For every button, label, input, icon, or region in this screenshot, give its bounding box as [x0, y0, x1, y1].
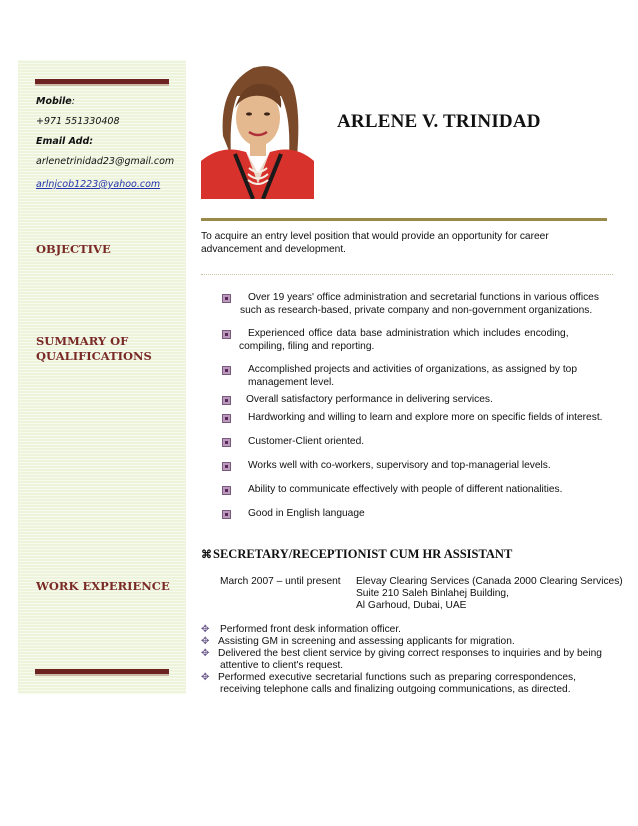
- summary-heading-line2: QUALIFICATIONS: [36, 349, 152, 363]
- qualification-line: Experienced office data base administration which includes encoding,: [248, 328, 569, 339]
- qualification-line: Works well with co-workers, supervisory and top-managerial levels.: [248, 460, 551, 471]
- job-employer: Elevay Clearing Services (Canada 2000 Clearing Services): [356, 576, 623, 587]
- summary-heading: [36, 334, 152, 364]
- duty-item: [218, 636, 620, 648]
- sidebar-bottom-divider: [35, 669, 169, 676]
- qualification-item: [239, 328, 621, 353]
- qualification-line: Hardworking and willing to learn and explore more on specific fields of interest.: [248, 412, 603, 423]
- qualification-line: Over 19 years' office administration and secretarial functions in various offices: [248, 292, 599, 303]
- qualification-line: Customer-Client oriented.: [248, 436, 365, 447]
- qualification-line: Accomplished projects and activities of organizations, as assigned by top: [248, 364, 578, 375]
- job-period: March 2007 – until present: [220, 576, 341, 587]
- duty-item: [218, 648, 620, 672]
- quatrefoil-bullet-icon: ✥: [201, 648, 210, 659]
- summary-heading-line1: SUMMARY OF: [36, 334, 129, 348]
- qualification-line: such as research-based, private company and non-government organizations.: [240, 304, 593, 316]
- duty-line: Delivered the best client service by giving correct responses to inquiries and by being: [218, 648, 602, 659]
- qualification-item: [248, 484, 618, 497]
- qualification-item: [248, 412, 623, 425]
- job-address: Suite 210 Saleh Binlahej Building,: [356, 588, 509, 599]
- objective-line: To acquire an entry level position that would provide an opportunity for career: [201, 231, 549, 242]
- email-secondary-link[interactable]: arlnjcob1223@yahoo.com: [36, 179, 161, 190]
- job-title-text: SECRETARY/RECEPTIONIST CUM HR ASSISTANT: [213, 547, 513, 561]
- objective-heading: OBJECTIVE: [36, 242, 111, 256]
- qualification-item: [248, 436, 618, 449]
- duty-line: receiving telephone calls and finalizing outgoing communications, as directed.: [220, 684, 571, 695]
- objective-divider: [201, 274, 613, 275]
- candidate-name: ARLENE V. TRINIDAD: [337, 111, 541, 132]
- mobile-label: Mobile:: [36, 96, 75, 107]
- qualification-line: management level.: [248, 376, 335, 388]
- square-bullet-icon: [222, 462, 231, 471]
- header-divider: [201, 218, 607, 221]
- job-title: [201, 547, 512, 562]
- qualification-item: [240, 292, 620, 317]
- quatrefoil-bullet-icon: ✥: [201, 624, 210, 635]
- duty-line: Performed front desk information officer.: [220, 624, 402, 635]
- duty-line: Performed executive secretarial functions such as preparing correspondences,: [218, 672, 576, 683]
- qualification-line: Ability to communicate effectively with people of different nationalities.: [248, 484, 563, 495]
- square-bullet-icon: [222, 414, 231, 423]
- duty-item: [218, 624, 620, 636]
- sidebar-top-divider: [35, 79, 169, 86]
- portrait-illustration: [201, 56, 314, 199]
- quatrefoil-bullet-icon: ✥: [201, 636, 210, 647]
- square-bullet-icon: [222, 438, 231, 447]
- qualification-item: [248, 508, 618, 521]
- objective-text: [201, 231, 601, 256]
- qualification-item: [248, 364, 618, 389]
- duty-line: attentive to client's request.: [220, 660, 344, 671]
- profile-photo: [201, 56, 314, 199]
- square-bullet-icon: [222, 294, 231, 303]
- quatrefoil-bullet-icon: ✥: [201, 672, 210, 683]
- mobile-number: +971 551330408: [36, 116, 120, 127]
- duty-line: Assisting GM in screening and assessing applicants for migration.: [218, 636, 515, 647]
- qualification-item: [248, 460, 618, 473]
- square-bullet-icon: [222, 330, 231, 339]
- command-symbol-icon: ⌘: [201, 549, 212, 561]
- duty-item: [218, 672, 620, 696]
- qualification-line: Overall satisfactory performance in delivering services.: [246, 394, 493, 405]
- qualification-item: [246, 394, 616, 407]
- job-address: Al Garhoud, Dubai, UAE: [356, 600, 467, 611]
- square-bullet-icon: [222, 486, 231, 495]
- work-experience-heading: WORK EXPERIENCE: [36, 579, 170, 593]
- objective-line: advancement and development.: [201, 243, 346, 255]
- email-primary: arlenetrinidad23@gmail.com: [36, 156, 175, 167]
- square-bullet-icon: [222, 510, 231, 519]
- square-bullet-icon: [222, 396, 231, 405]
- square-bullet-icon: [222, 366, 231, 375]
- qualification-line: compiling, filing and reporting.: [239, 340, 375, 352]
- qualification-line: Good in English language: [248, 508, 365, 519]
- email-label: Email Add:: [36, 136, 94, 147]
